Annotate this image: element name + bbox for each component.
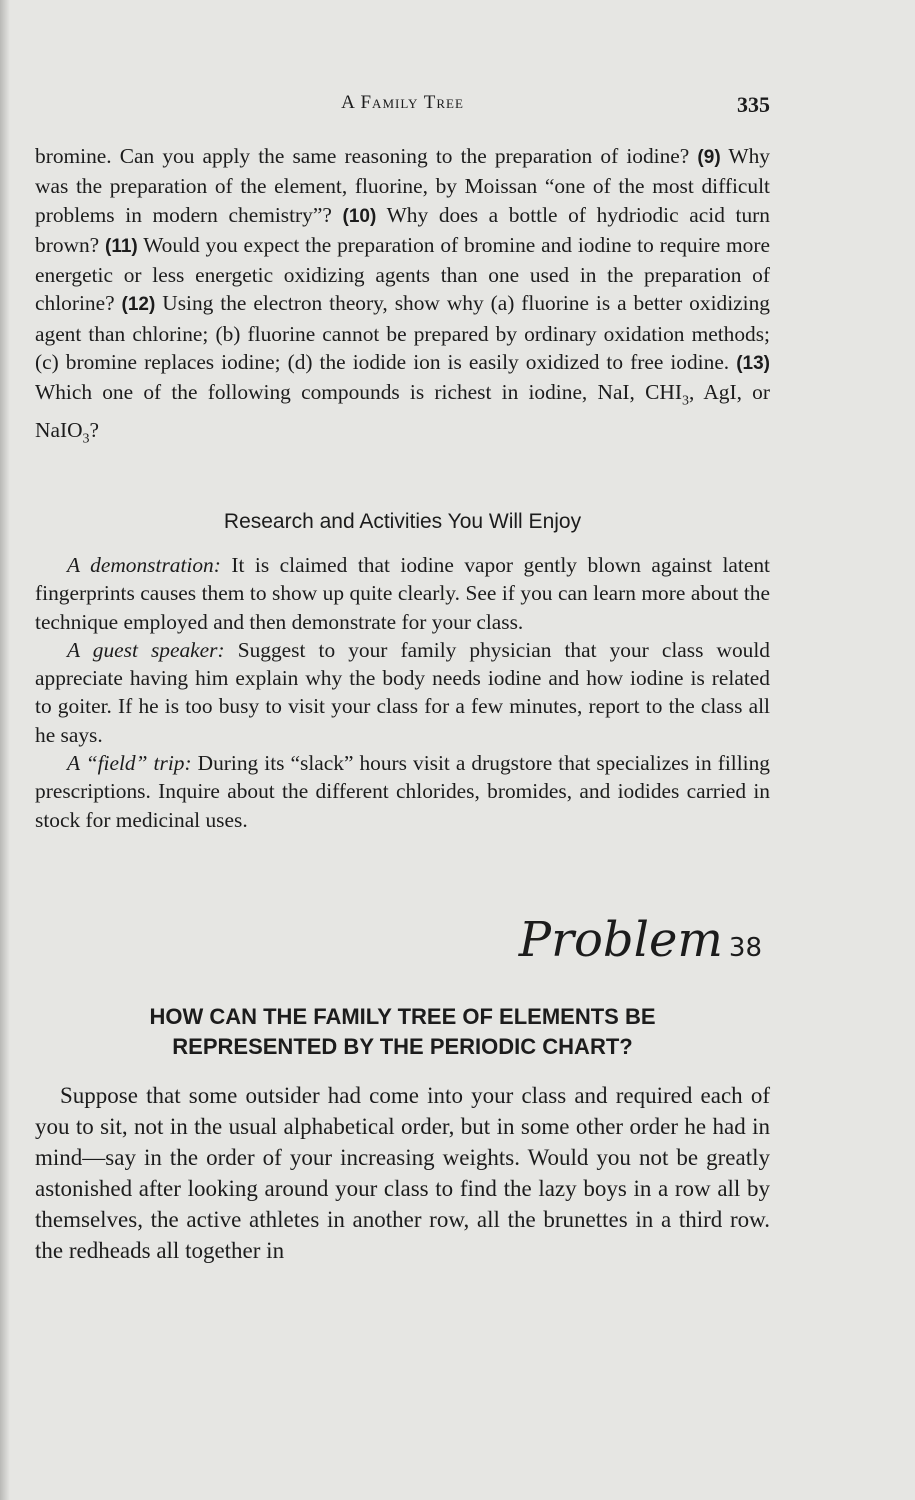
question-text: Which one of the following compounds is richest in iodine, NaI, <box>35 380 635 405</box>
activities-list <box>35 551 770 834</box>
question-text: Using the electron theory, show why (a) fluorine is a better oxidizing agent than chlorine; (b) fluorine cannot be prepared by ordinary oxidation methods; (c) bromine replaces iodine; (d) the iodide ion is easily oxidized to free iodine. <box>35 291 770 375</box>
page-edge-shadow <box>0 0 10 1500</box>
question-lead: bromine. Can you apply the same reasoning to the preparation of iodine? <box>35 144 690 168</box>
question-number: (13) <box>736 353 770 375</box>
question-number: (12) <box>121 294 156 316</box>
problem-mark-number: 38 <box>728 933 762 963</box>
activity-label: A “field” trip: <box>67 751 192 776</box>
activity-item <box>35 636 770 749</box>
formula-chi3: $CHI_3$ <box>645 380 689 409</box>
activity-text: Suggest to your family physician that your class would appreciate having him explain why the body needs iodine and how iodine is related to goiter. If he is too busy to visit your class for a few minutes, report to the class all he says. <box>35 637 770 747</box>
activity-item <box>35 551 770 636</box>
problem-title-line: REPRESENTED BY THE PERIODIC CHART? <box>172 1034 633 1059</box>
question-end: ? <box>89 417 100 442</box>
question-number: (9) <box>697 147 721 168</box>
activity-text: It is claimed that iodine vapor gently blown against latent fingerprints causes them to show up quite clearly. See if you can learn more about the technique employed and then demonstrate for your class. <box>35 553 770 634</box>
problem-title <box>35 1002 770 1062</box>
problem-body-text: Suppose that some outsider had come into your class and required each of you to sit, not in the usual alphabetical order, but in some other order he had in mind—say in the order of your increasing weights. Would you not be greatly astonished after looking around your class to find the lazy boys in a row all by themselves, the active athletes in another row, all the brunettes in a third row. the redheads all together in <box>35 1083 770 1263</box>
activity-label: A demonstration: <box>67 553 221 577</box>
question-text: Would you expect the preparation of bromine and iodine to require more energetic or less energetic oxidizing agents than one used in the preparation of chlorine? <box>35 232 770 316</box>
question-text: , AgI, or NaIO <box>35 380 771 442</box>
activity-text: During its “slack” hours visit a drugstore that specializes in filling prescriptions. Inquire about the different chlorides, bromides, and iodides carried in stock for medicinal uses. <box>35 751 770 832</box>
question-number: (10) <box>342 205 377 227</box>
problem-number-mark <box>519 912 762 968</box>
problem-mark-word: Problem <box>518 912 723 968</box>
running-head <box>35 92 770 122</box>
question-number: (11) <box>105 235 138 257</box>
problem-title-line: HOW CAN THE FAMILY TREE OF ELEMENTS BE <box>149 1004 656 1029</box>
activity-label: A guest speaker: <box>67 637 225 662</box>
activity-item <box>35 749 770 834</box>
running-title: A Family Tree <box>341 92 464 113</box>
page-number: 335 <box>737 92 770 117</box>
review-questions <box>35 142 770 454</box>
question-text: Why does a bottle of hydriodic acid turn brown? <box>35 202 770 257</box>
research-heading: Research and Activities You Will Enjoy <box>223 510 582 533</box>
formula-subscript: 3 <box>82 431 90 447</box>
question-text: Why was the preparation of the element, fluorine, by Moissan “one of the most difficult problems in modern chemistry”? <box>35 144 770 227</box>
